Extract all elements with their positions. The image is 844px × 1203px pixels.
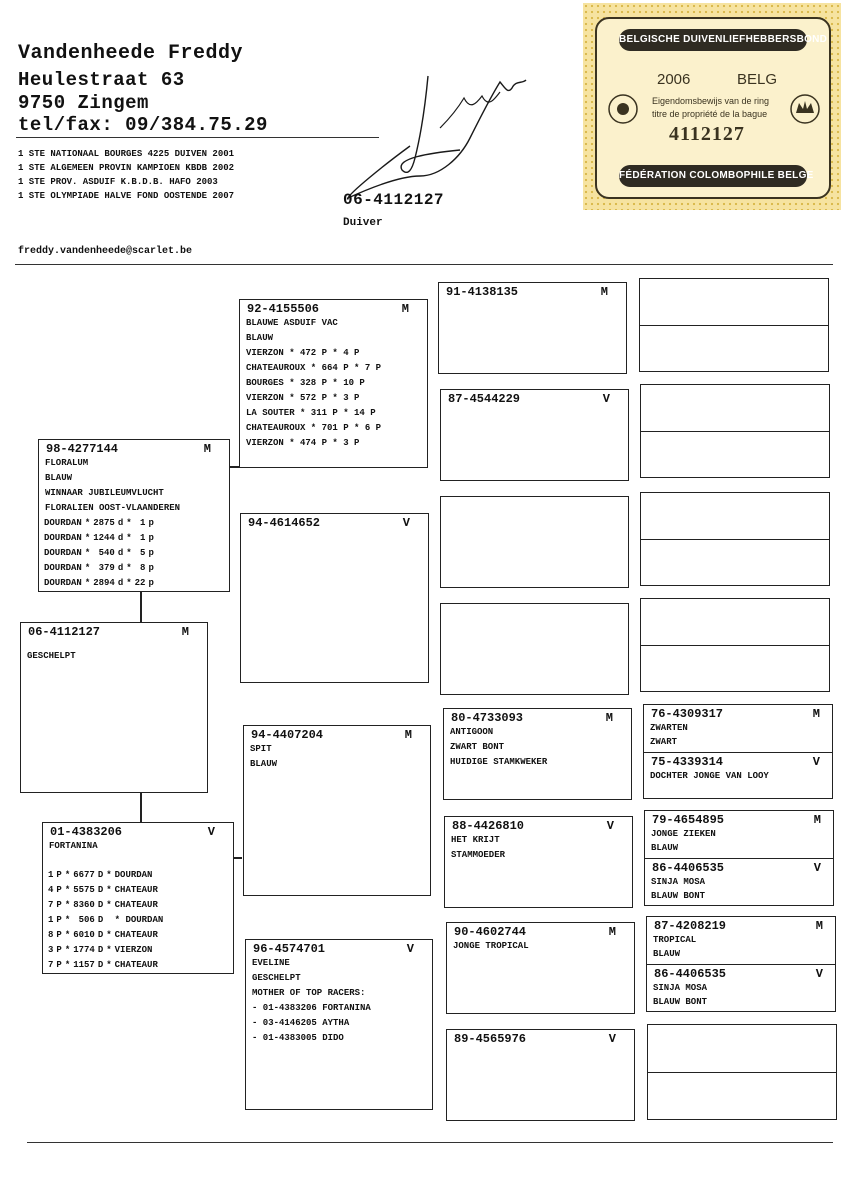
result-cell: P xyxy=(56,960,62,970)
result-cell: P xyxy=(56,885,62,895)
sire-box xyxy=(38,439,230,592)
header-rule xyxy=(16,137,379,138)
info-line: STAMMOEDER xyxy=(451,850,506,860)
info-line: - 01-4383005 DIDO xyxy=(252,1033,344,1043)
info-line: WINNAAR JUBILEUMVLUCHT xyxy=(45,488,164,498)
ddd-box xyxy=(446,1029,635,1121)
result-cell: D xyxy=(97,915,104,925)
dam-dam-box xyxy=(245,939,433,1110)
sex-label: V xyxy=(402,516,410,530)
dds-box xyxy=(446,922,635,1014)
box-header xyxy=(647,965,835,981)
result-cell: CHATEAUR xyxy=(114,930,158,940)
info-line: - 03-4146205 AYTHA xyxy=(252,1018,350,1028)
footer-rule xyxy=(27,1142,833,1143)
result-cell: 379 xyxy=(98,563,115,573)
result-cell: * xyxy=(64,870,71,880)
result-cell: p xyxy=(148,533,154,543)
info-line: FLORALIEN OOST-VLAANDEREN xyxy=(45,503,181,513)
sex-label: V xyxy=(207,825,215,839)
result-cell: 6677 xyxy=(73,870,95,880)
result-cell: 1157 xyxy=(73,960,95,970)
connector-line xyxy=(140,590,142,623)
result-cell: DOURDAN xyxy=(44,578,82,588)
sire-results-table xyxy=(44,516,157,591)
result-cell xyxy=(106,913,114,928)
result-cell: * xyxy=(126,533,132,543)
sex-label: M xyxy=(813,813,821,827)
info-line: BOURGES * 328 P * 10 P xyxy=(246,378,365,388)
info-line: SINJA MOSA xyxy=(653,983,708,993)
result-cell: P xyxy=(56,945,62,955)
bird-ring-number: 06-4112127 xyxy=(343,191,445,209)
info-line: BLAUW BONT xyxy=(653,997,708,1007)
box-header xyxy=(645,811,833,827)
result-cell: 506 xyxy=(78,915,95,925)
result-cell: * xyxy=(64,930,71,940)
result-cell: 8 xyxy=(48,930,54,940)
result-cell: 1 xyxy=(48,915,54,925)
result-cell: * xyxy=(64,960,71,970)
info-line: EVELINE xyxy=(252,958,290,968)
sds-box xyxy=(440,496,629,588)
box-header xyxy=(244,726,430,742)
result-cell: 2894 xyxy=(93,578,115,588)
signature xyxy=(340,58,540,208)
result-cell: * xyxy=(84,518,91,528)
g5-pair-box xyxy=(639,278,829,372)
result-cell: * xyxy=(106,960,112,970)
sex-label: V xyxy=(813,861,821,875)
dss-box xyxy=(443,708,632,800)
crown-ornament-icon xyxy=(787,89,823,129)
info-line: BLAUW xyxy=(250,759,278,769)
box-header xyxy=(447,923,634,939)
ring-number: 76-4309317 xyxy=(651,707,724,721)
result-cell: d xyxy=(117,518,124,528)
result-cell: 22 xyxy=(134,578,146,588)
result-cell: p xyxy=(148,518,154,528)
info-line: VIERZON * 572 P * 3 P xyxy=(246,393,360,403)
result-cell: D xyxy=(97,945,104,955)
info-line: BLAUW xyxy=(653,949,681,959)
result-cell: p xyxy=(148,548,154,558)
sex-label: V xyxy=(815,967,823,981)
result-cell: * xyxy=(64,915,71,925)
result-cell: * xyxy=(106,885,112,895)
result-cell: P xyxy=(56,915,62,925)
info-line: BLAUW BONT xyxy=(651,891,706,901)
sex-label: M xyxy=(600,285,608,299)
info-line: FLORALUM xyxy=(45,458,89,468)
info-line: VIERZON * 474 P * 3 P xyxy=(246,438,360,448)
box-header xyxy=(444,709,631,725)
ring-number: 01-4383206 xyxy=(50,825,123,839)
result-cell: 1 xyxy=(48,870,54,880)
result-cell: d xyxy=(117,533,124,543)
sex-label: M xyxy=(404,728,412,742)
stamp-year: 2006 xyxy=(657,71,691,88)
result-cell: 5575 xyxy=(73,885,95,895)
achievement-item: 1 STE OLYMPIADE HALVE FOND OOSTENDE 2007 xyxy=(18,191,235,201)
sex-label: M xyxy=(401,302,409,316)
dam-header xyxy=(43,823,233,839)
ring-certificate-stamp xyxy=(583,3,841,210)
box-header xyxy=(439,283,626,299)
box-header xyxy=(644,753,832,769)
lower-half xyxy=(644,753,832,783)
result-cell: 7 xyxy=(48,900,54,910)
breeder-email[interactable]: freddy.vandenheede@scarlet.be xyxy=(18,246,193,257)
result-cell: 4 xyxy=(48,885,54,895)
sex-label: V xyxy=(812,755,820,769)
info-line: VIERZON * 472 P * 4 P xyxy=(246,348,360,358)
dam-results-table xyxy=(48,868,166,973)
result-row xyxy=(48,913,166,928)
info-line: ANTIGOON xyxy=(450,727,494,737)
result-cell: DOURDAN xyxy=(44,533,82,543)
box-header xyxy=(445,817,632,833)
ring-number: 96-4574701 xyxy=(253,942,326,956)
breeder-name: Vandenheede Freddy xyxy=(18,42,244,65)
stamp-country: BELG xyxy=(737,71,778,88)
g5-pair-box xyxy=(646,916,836,1012)
g5-pair-box xyxy=(640,492,830,586)
info-line: LA SOUTER * 311 P * 14 P xyxy=(246,408,376,418)
info-line: MOTHER OF TOP RACERS: xyxy=(252,988,366,998)
sss-box xyxy=(438,282,627,374)
achievements-list xyxy=(18,147,234,203)
result-cell: D xyxy=(97,885,104,895)
ring-number: 86-4406535 xyxy=(654,967,727,981)
sex-label: M xyxy=(608,925,616,939)
dam-box xyxy=(42,822,234,974)
result-cell: P xyxy=(56,930,62,940)
result-cell: 2875 xyxy=(93,518,115,528)
result-row xyxy=(44,531,157,546)
sex-label: V xyxy=(606,819,614,833)
result-cell: * xyxy=(84,533,91,543)
stamp-top-banner: BELGISCHE DUIVENLIEFHEBBERSBOND xyxy=(619,29,807,51)
result-cell: * xyxy=(84,578,91,588)
info-line: SPIT xyxy=(250,744,272,754)
sex-label: M xyxy=(203,442,211,456)
result-cell: DOURDAN xyxy=(44,518,82,528)
info-line: FORTANINA xyxy=(49,841,98,851)
result-row xyxy=(48,883,166,898)
stamp-line-2: titre de propriété de la bague xyxy=(652,109,768,119)
result-row xyxy=(44,546,157,561)
dsd-box xyxy=(444,816,633,908)
box-header xyxy=(441,390,628,406)
result-cell: * xyxy=(106,870,112,880)
achievement-item: 1 STE NATIONAAL BOURGES 4225 DUIVEN 2001 xyxy=(18,149,235,159)
info-line: CHATEAUROUX * 701 P * 6 P xyxy=(246,423,382,433)
lower-half xyxy=(647,965,835,1009)
result-cell: * xyxy=(106,900,112,910)
result-cell: d xyxy=(117,578,124,588)
result-cell: CHATEAUR xyxy=(114,900,158,910)
info-line: BLAUW xyxy=(651,843,679,853)
sex-label: M xyxy=(605,711,613,725)
sire-sire-box xyxy=(239,299,428,468)
box-header xyxy=(647,917,835,933)
ring-number: 94-4614652 xyxy=(248,516,321,530)
result-cell: CHATEAUR xyxy=(114,885,158,895)
result-cell: DOURDAN xyxy=(44,548,82,558)
result-row xyxy=(48,928,166,943)
info-line: JONGE TROPICAL xyxy=(453,941,529,951)
result-cell: 3 xyxy=(48,945,54,955)
ring-number: 06-4112127 xyxy=(28,625,101,639)
result-cell: D xyxy=(97,870,104,880)
stamp-number: 4112127 xyxy=(669,123,745,145)
result-cell: 5 xyxy=(140,548,146,558)
result-cell: 1244 xyxy=(93,533,115,543)
result-row xyxy=(48,943,166,958)
result-cell: VIERZON xyxy=(114,945,153,955)
box-header xyxy=(447,1030,634,1046)
result-cell: d xyxy=(117,563,124,573)
info-line: BLAUW xyxy=(45,473,73,483)
result-row xyxy=(44,561,157,576)
g5-pair-box xyxy=(640,598,830,692)
sex-label: V xyxy=(608,1032,616,1046)
sex-label: V xyxy=(406,942,414,956)
g5-pair-box xyxy=(640,384,830,478)
sire-header xyxy=(39,440,229,456)
result-row xyxy=(44,576,157,591)
result-cell: * xyxy=(84,563,91,573)
result-row xyxy=(48,958,166,973)
stamp-bottom-banner: FÉDÉRATION COLOMBOPHILE BELGE xyxy=(619,165,807,187)
ring-number: 80-4733093 xyxy=(451,711,524,725)
breeder-phone: tel/fax: 09/384.75.29 xyxy=(18,114,268,136)
result-cell: 6010 xyxy=(73,930,95,940)
result-cell: * xyxy=(126,518,132,528)
g5-pair-box xyxy=(644,810,834,906)
result-cell: * xyxy=(64,885,71,895)
left-ornament-icon xyxy=(605,89,641,129)
result-row xyxy=(44,516,157,531)
stamp-frame xyxy=(595,17,831,199)
result-cell: * xyxy=(126,563,132,573)
result-cell: 1 xyxy=(140,533,146,543)
subject-header xyxy=(21,623,207,639)
sex-label: V xyxy=(602,392,610,406)
dam-sire-box xyxy=(243,725,431,896)
color-line: GESCHELPT xyxy=(27,651,76,661)
result-cell: * xyxy=(84,548,91,558)
stamp-line-1: Eigendomsbewijs van de ring xyxy=(652,96,770,106)
result-cell: * xyxy=(106,945,112,955)
info-line: DOCHTER JONGE VAN LOOY xyxy=(650,771,769,781)
info-line: HUIDIGE STAMKWEKER xyxy=(450,757,548,767)
box-header xyxy=(240,300,427,316)
box-header xyxy=(241,514,428,530)
pedigree-subject-box xyxy=(20,622,208,793)
bird-sex-word: Duiver xyxy=(343,217,383,229)
sdd-box xyxy=(440,603,629,695)
result-cell: * xyxy=(64,900,71,910)
spacer xyxy=(43,854,233,868)
achievement-item: 1 STE ALGEMEEN PROVIN KAMPIOEN KBDB 2002 xyxy=(18,163,235,173)
info-line: GESCHELPT xyxy=(252,973,301,983)
result-cell: * xyxy=(106,930,112,940)
result-cell: * xyxy=(64,945,71,955)
result-row xyxy=(48,898,166,913)
box-header xyxy=(246,940,432,956)
ring-number: 75-4339314 xyxy=(651,755,724,769)
sire-dam-box xyxy=(240,513,429,683)
result-cell: D xyxy=(97,900,104,910)
ring-number: 98-4277144 xyxy=(46,442,119,456)
pair-divider xyxy=(641,431,829,432)
ring-number: 79-4654895 xyxy=(652,813,725,827)
result-cell: DOURDAN xyxy=(44,563,82,573)
info-line: ZWARTEN xyxy=(650,723,688,733)
result-cell: D xyxy=(97,930,104,940)
ring-number: 86-4406535 xyxy=(652,861,725,875)
breeder-street: Heulestraat 63 xyxy=(18,69,185,91)
box-header xyxy=(644,705,832,721)
result-cell: * xyxy=(126,548,132,558)
achievement-item: 1 STE PROV. ASDUIF K.B.D.B. HAFO 2003 xyxy=(18,177,218,187)
info-line: HET KRIJT xyxy=(451,835,500,845)
info-line: CHATEAUROUX * 664 P * 7 P xyxy=(246,363,382,373)
result-cell: * xyxy=(126,578,132,588)
ssd-box xyxy=(440,389,629,481)
lower-half xyxy=(645,859,833,903)
info-line: SINJA MOSA xyxy=(651,877,706,887)
box-header xyxy=(645,859,833,875)
ring-number: 92-4155506 xyxy=(247,302,320,316)
ring-number: 87-4208219 xyxy=(654,919,727,933)
result-row xyxy=(48,868,166,883)
pair-divider xyxy=(648,1072,836,1073)
connector-line xyxy=(140,792,142,823)
result-cell: 7 xyxy=(48,960,54,970)
result-cell: P xyxy=(56,870,62,880)
result-cell: 8 xyxy=(140,563,146,573)
info-line: ZWART xyxy=(650,737,678,747)
info-line: TROPICAL xyxy=(653,935,697,945)
result-cell: d xyxy=(117,548,124,558)
info-line: BLAUWE ASDUIF VAC xyxy=(246,318,338,328)
sex-label: M xyxy=(812,707,820,721)
ring-number: 89-4565976 xyxy=(454,1032,527,1046)
info-line: BLAUW xyxy=(246,333,274,343)
result-cell: CHATEAUR xyxy=(114,960,158,970)
info-line: JONGE ZIEKEN xyxy=(651,829,716,839)
result-cell: p xyxy=(148,578,154,588)
ring-number: 87-4544229 xyxy=(448,392,521,406)
result-cell: 1774 xyxy=(73,945,95,955)
sex-label: M xyxy=(815,919,823,933)
result-cell: 1 xyxy=(140,518,146,528)
sex-label: M xyxy=(181,625,189,639)
ring-number: 90-4602744 xyxy=(454,925,527,939)
result-cell: 540 xyxy=(98,548,115,558)
ring-number: 94-4407204 xyxy=(251,728,324,742)
ring-number: 91-4138135 xyxy=(446,285,519,299)
result-cell: P xyxy=(56,900,62,910)
pair-divider xyxy=(641,539,829,540)
pair-divider xyxy=(641,645,829,646)
result-cell: D xyxy=(97,960,104,970)
result-cell: * DOURDAN xyxy=(114,915,164,925)
breeder-city: 9750 Zingem xyxy=(18,92,149,114)
result-cell: 8360 xyxy=(73,900,95,910)
g5-pair-box xyxy=(643,704,833,799)
connector-line xyxy=(234,857,242,859)
info-line: ZWART BONT xyxy=(450,742,505,752)
ring-number: 88-4426810 xyxy=(452,819,525,833)
g5-pair-box xyxy=(647,1024,837,1120)
separator-rule xyxy=(15,264,833,265)
pair-divider xyxy=(640,325,828,326)
info-line: - 01-4383206 FORTANINA xyxy=(252,1003,371,1013)
result-cell: DOURDAN xyxy=(114,870,153,880)
result-cell: p xyxy=(148,563,154,573)
